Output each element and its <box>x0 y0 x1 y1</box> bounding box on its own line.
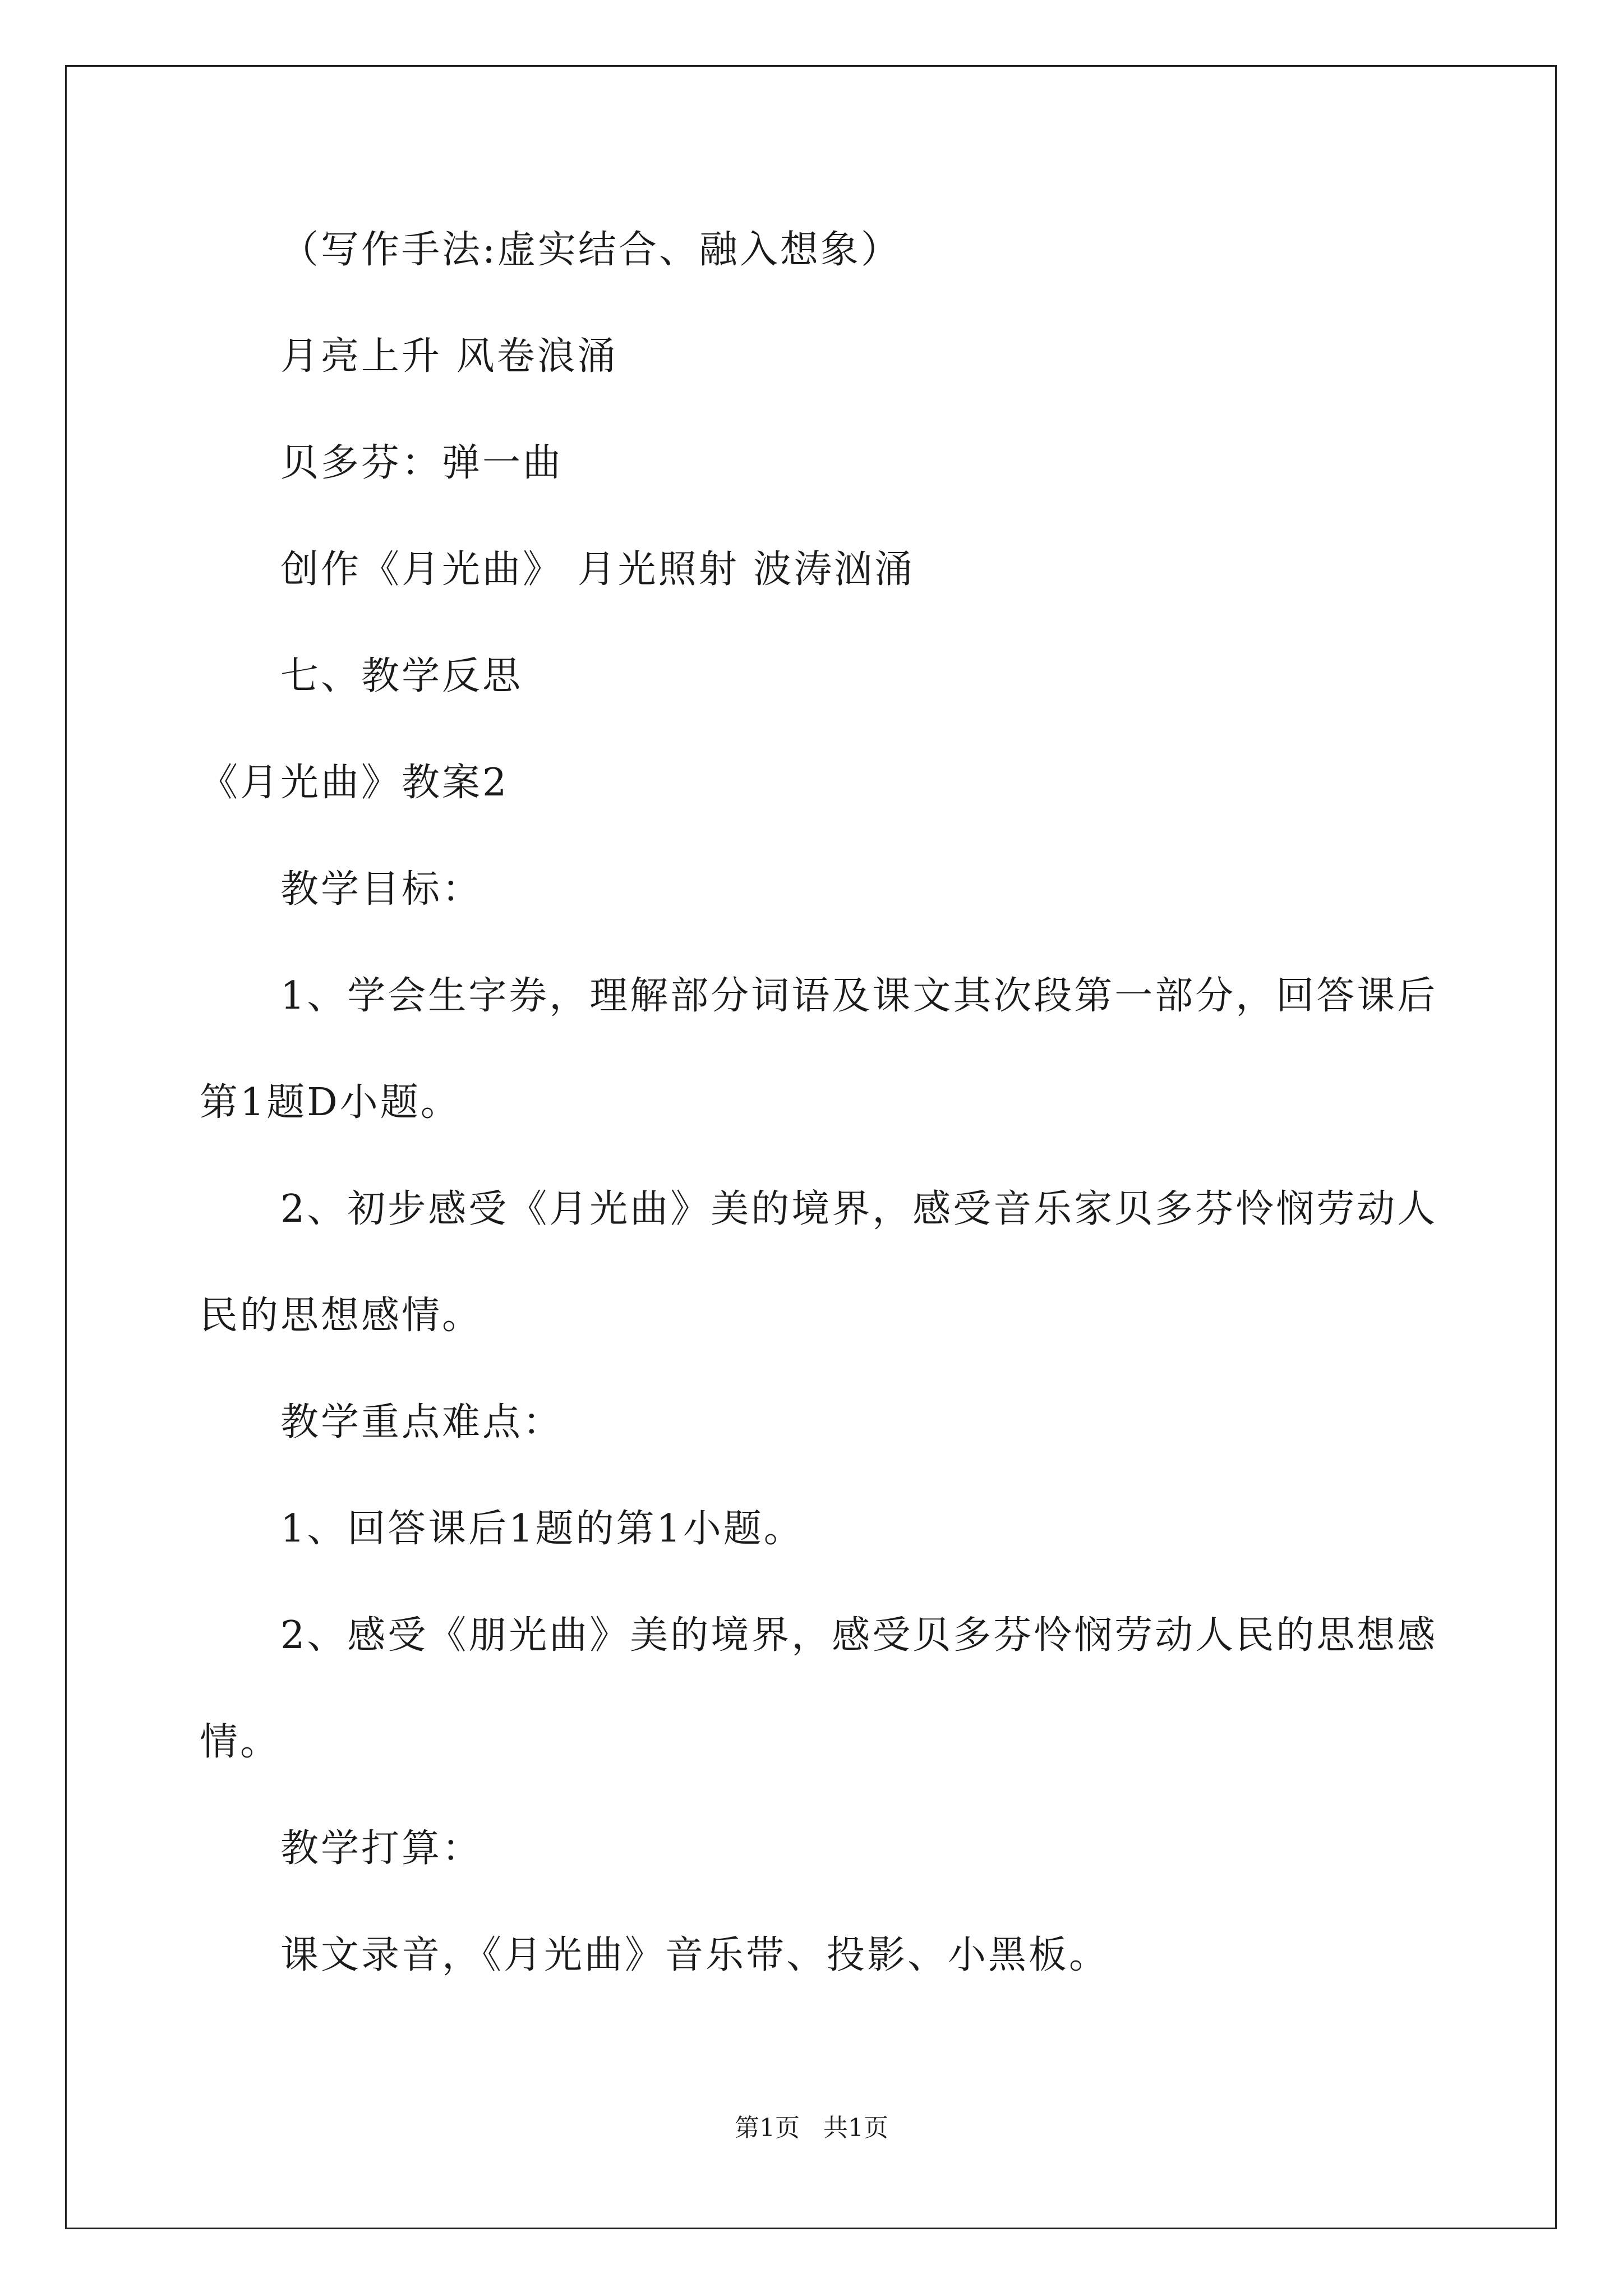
goal-2-line-1: 2、初步感受《月光曲》美的境界，感受音乐家贝多芬怜悯劳动人 <box>280 1187 1438 1231</box>
paragraph-creation: 创作《月光曲》 月光照射 波涛汹涌 <box>280 547 915 592</box>
goal-1-line-2: 第1题D小题。 <box>200 1080 461 1125</box>
lesson-plan-title: 《月光曲》教案2 <box>200 761 509 805</box>
section-heading-reflection: 七、教学反思 <box>280 654 523 698</box>
preparation-materials: 课文录音，《月光曲》音乐带、投影、小黑板。 <box>280 1933 1110 1977</box>
page-total: 共1页 <box>823 2114 888 2142</box>
goal-2-line-2: 民的思想感情。 <box>200 1294 483 1338</box>
paragraph-moon-rising: 月亮上升 风卷浪涌 <box>280 334 618 379</box>
heading-key-points: 教学重点难点： <box>280 1400 564 1444</box>
key-point-2-line-2: 情。 <box>200 1720 281 1764</box>
page-footer <box>0 2116 1623 2141</box>
key-point-1: 1、回答课后1题的第1小题。 <box>280 1507 804 1551</box>
page-border <box>65 65 1557 2229</box>
key-point-2-line-1: 2、感受《朋光曲》美的境界，感受贝多芬怜悯劳动人民的思想感 <box>280 1613 1438 1658</box>
heading-teaching-goals: 教学目标： <box>280 867 483 912</box>
heading-preparation: 教学打算： <box>280 1826 483 1871</box>
paragraph-writing-technique: （写作手法:虚实结合、融入想象） <box>280 228 901 272</box>
paragraph-beethoven-plays: 贝多芬：弹一曲 <box>280 441 564 485</box>
page-number: 第1页 <box>735 2114 800 2142</box>
goal-1-line-1: 1、学会生字券，理解部分词语及课文其次段第一部分，回答课后 <box>280 974 1438 1018</box>
